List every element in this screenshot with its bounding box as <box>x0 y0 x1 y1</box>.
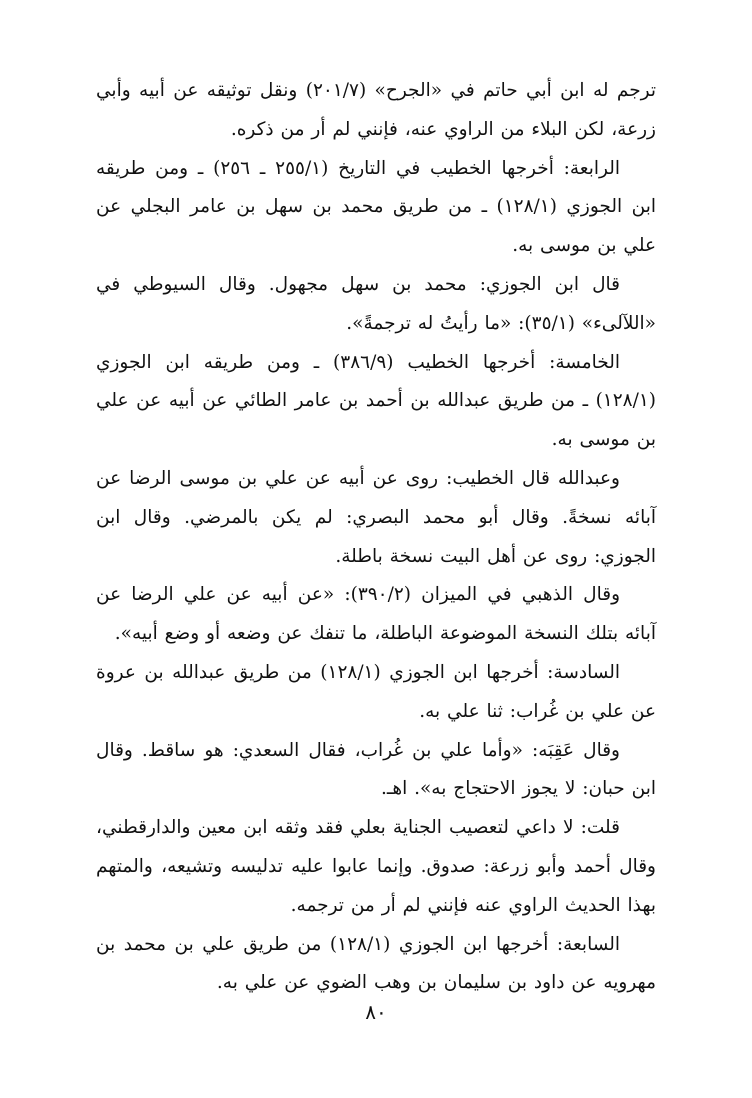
paragraph: وقال الذهبي في الميزان (٣٩٠/٢): «عن أبيه عن علي الرضا عن آبائه بتلك النسخة الموضوعة الباطلة، ما تنفك عن وضعه أو وضع أبيه». <box>96 584 656 645</box>
page-number: ٨٠ <box>365 1000 387 1024</box>
body-text <box>96 72 656 1003</box>
paragraph: وقال عَقِبَه: «وأما علي بن غُراب، فقال السعدي: هو ساقط. وقال ابن حبان: لا يجوز الاحتجاج به». اهـ. <box>96 739 656 800</box>
paragraph: قلت: لا داعي لتعصيب الجناية بعلي فقد وثقه ابن معين والدارقطني، وقال أحمد وأبو زرعة: صدوق. وإنما عابوا عليه تدليسه وتشيعه، والمتهم بهذا الحديث الراوي عنه فإنني لم أر من ترجمه. <box>96 817 656 916</box>
paragraph: الرابعة: أخرجها الخطيب في التاريخ (٢٥٥/١ ـ ٢٥٦) ـ ومن طريقه ابن الجوزي (١٢٨/١) ـ من طريق محمد بن سهل بن عامر البجلي عن علي بن موسى به. <box>96 157 656 257</box>
paragraph: الخامسة: أخرجها الخطيب (٣٨٦/٩) ـ ومن طريقه ابن الجوزي (١٢٨/١) ـ من طريق عبدالله بن أحمد بن عامر الطائي عن أبيه عن علي بن موسى به. <box>96 351 656 451</box>
paragraph: ترجم له ابن أبي حاتم في «الجرح» (٢٠١/٧) ونقل توثيقه عن أبيه وأبي زرعة، لكن البلاء من الراوي عنه، فإنني لم أر من ذكره. <box>96 80 656 140</box>
paragraph: قال ابن الجوزي: محمد بن سهل مجهول. وقال السيوطي في «اللآلىء» (٣٥/١): «ما رأيتُ له ترجمةً». <box>96 273 656 334</box>
paragraph: وعبدالله قال الخطيب: روى عن أبيه عن علي بن موسى الرضا عن آبائه نسخةً. وقال أبو محمد البصري: لم يكن بالمرضي. وقال ابن الجوزي: روى عن أهل البيت نسخة باطلة. <box>96 467 656 567</box>
paragraph: السابعة: أخرجها ابن الجوزي (١٢٨/١) من طريق علي بن محمد بن مهرويه عن داود بن سليمان بن وهب الضوي عن علي به. <box>96 933 656 994</box>
paragraph: السادسة: أخرجها ابن الجوزي (١٢٨/١) من طريق عبدالله بن عروة عن علي بن غُراب: ثنا علي به. <box>96 661 656 722</box>
